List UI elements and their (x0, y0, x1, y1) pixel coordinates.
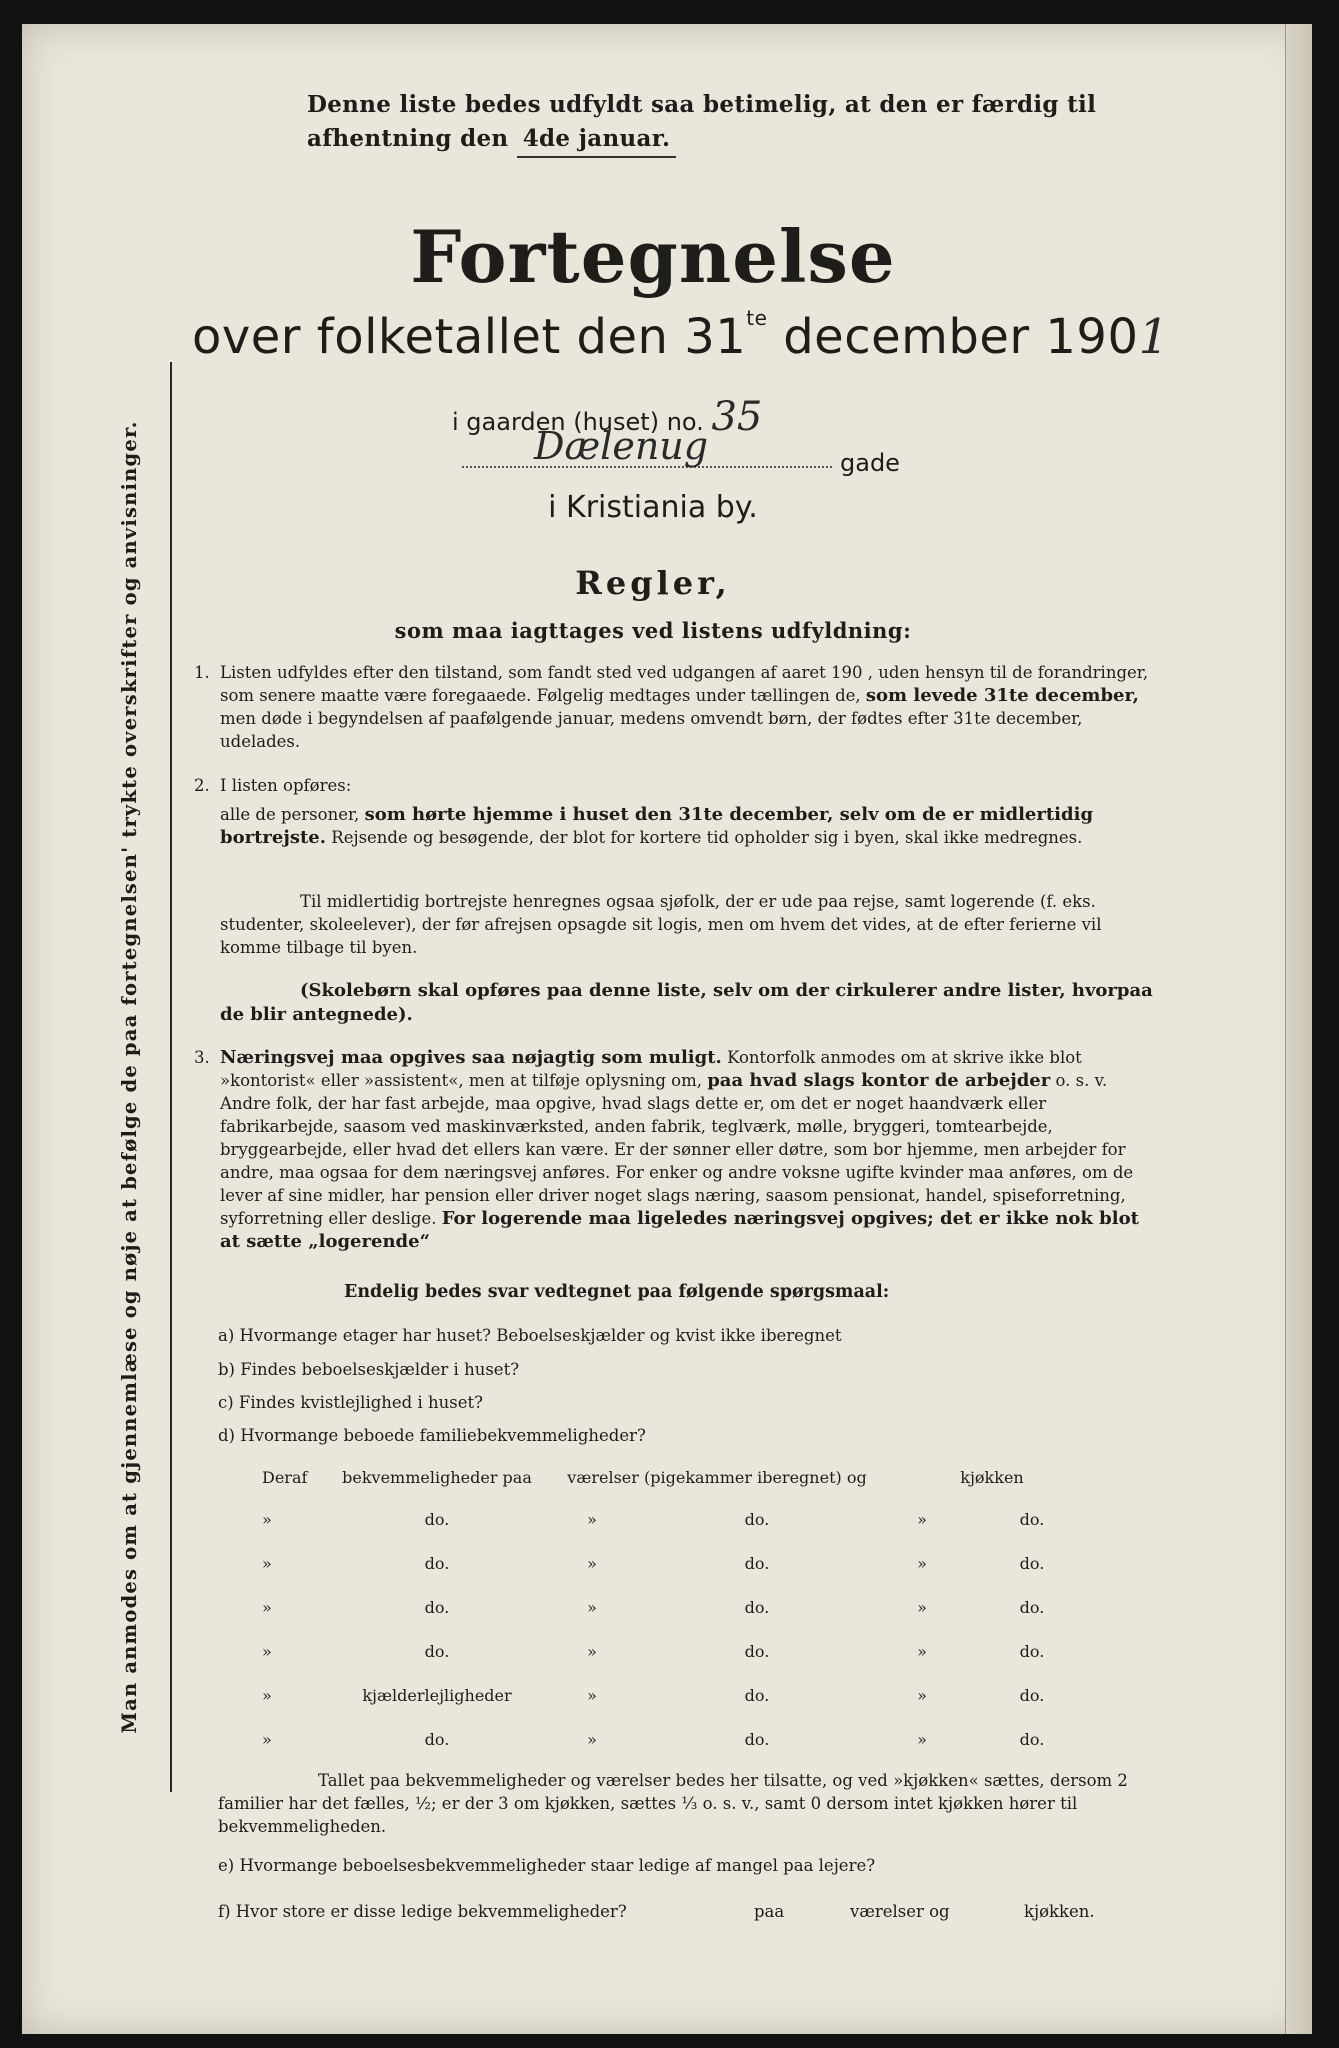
table-cell: do. (424, 1554, 450, 1573)
table-cell: do. (1019, 1730, 1045, 1749)
street-name-handwritten: Dælenug (534, 424, 709, 468)
question-e: e) Hvormange beboelsesbekvemmeligheder staar ledige af mangel paa lejere? (218, 1856, 876, 1875)
form-subtitle (192, 306, 1170, 365)
rule-1-part-b: som levede 31te december, (865, 685, 1139, 706)
form-title: Fortegnelse (410, 214, 896, 299)
table-cell: do. (744, 1686, 770, 1705)
table-cell: do. (424, 1730, 450, 1749)
pickup-date: 4de januar. (517, 122, 677, 158)
rule-1-number: 1. (194, 663, 210, 682)
dwelling-breakdown-table (262, 1468, 1102, 1512)
table-cell: » (587, 1598, 597, 1617)
table-cell: do. (744, 1642, 770, 1661)
question-a: a) Hvormange etager har huset? Beboelseskjælder og kvist ikke iberegnet (218, 1326, 842, 1345)
table-row (262, 1730, 1102, 1774)
question-f-kjokken: kjøkken. (1024, 1902, 1095, 1921)
table-row (262, 1554, 1102, 1598)
rule-3-part-e: For logerende maa ligeledes næringsvej opgives; det er ikke nok blot at sætte „logerende“ (220, 1208, 1139, 1252)
table-cell: » (917, 1554, 927, 1573)
side-note-container (118, 362, 178, 1792)
rule-2-seamen: Til midlertidig bortrejste henregnes ogsaa sjøfolk, der er ude paa rejse, samt logerende (f. eks. studenter, skoleelever), der før afrejsen opsagde sit logis, men om hvem det vides, at de efter ferierne vil komme tilbage til byen. (220, 892, 1102, 957)
subtitle-prefix: over folketallet den 31 (192, 309, 747, 365)
table-cell: » (262, 1510, 272, 1529)
table-cell: do. (744, 1730, 770, 1749)
handwritten-year: 1 (1138, 309, 1170, 365)
rules-subheading: som maa iagttages ved listens udfyldning: (394, 618, 912, 643)
table-cell: » (917, 1598, 927, 1617)
table-cell: » (587, 1686, 597, 1705)
table-row (262, 1510, 1102, 1554)
notice-line-2 (307, 122, 1167, 158)
table-cell: do. (424, 1510, 450, 1529)
notice-line-1: Denne liste bedes udfyldt saa betimelig, at den er færdig til (307, 91, 1097, 118)
rule-2-text (220, 803, 1154, 849)
table-note: Tallet paa bekvemmeligheder og værelser bedes her tilsatte, og ved »kjøkken« sættes, dersom 2 familier har det fælles, ½; er der 3 om kjøkken, sættes ⅓ o. s. v., samt 0 dersom intet kjøkken hører til bekvemmeligheden. (218, 1771, 1128, 1836)
table-cell: » (587, 1510, 597, 1529)
table-header-bekvemmeligheder: bekvemmeligheder paa (342, 1468, 532, 1487)
table-cell: » (917, 1642, 927, 1661)
table-cell: » (262, 1598, 272, 1617)
rule-1-text (220, 661, 1154, 753)
pickup-notice (307, 88, 1167, 158)
rule-2-part-b: som hørte hjemme i huset den 31te december, selv om de er midlertidig bortrejste. (220, 804, 1094, 848)
table-cell: » (587, 1730, 597, 1749)
question-f: f) Hvor store er disse ledige bekvemmeligheder? (218, 1902, 627, 1921)
rule-2-part-a: alle de personer, (220, 805, 360, 824)
table-cell: » (262, 1686, 272, 1705)
table-cell: » (917, 1686, 927, 1705)
street-suffix: gade (840, 449, 900, 477)
rule-3-part-c: paa hvad slags kontor de arbejder (707, 1070, 1051, 1091)
table-cell: » (587, 1642, 597, 1661)
table-header-kjokken: kjøkken (960, 1468, 1024, 1487)
table-header-row (262, 1468, 1102, 1512)
city-line: i Kristiania by. (548, 490, 758, 525)
rule-3-part-b: Kontorfolk anmodes om at skrive ikke blot »kontorist« eller »assistent«, men at tilføje oplysning om, (220, 1048, 1082, 1090)
subtitle-suffix: december 190 (767, 309, 1139, 365)
table-cell: do. (744, 1598, 770, 1617)
table-cell: do. (1019, 1554, 1045, 1573)
side-note: Man anmodes om at gjennemlæse og nøje at befølge de paa fortegnelsen' trykte overskrifter og anvisninger. (118, 420, 141, 1734)
table-cell: do. (424, 1598, 450, 1617)
table-cell: » (917, 1730, 927, 1749)
rule-2-schoolchildren: (Skolebørn skal opføres paa denne liste, selv om der cirkulerer andre lister, hvorpaa de blir antegnede). (220, 980, 1153, 1025)
rule-2-number: 2. (194, 776, 210, 795)
rule-3-part-d: o. s. v. Andre folk, der har fast arbejde, maa opgive, hvad slags dette er, om det er noget haandværk eller fabrikarbejde, saasom ved maskinværksted, anden fabrik, teglværk, mølle, bryggeri, tomtearbejde, bryggearbejde, eller hvad det ellers kan være. Er der sønner eller døtre, som bor hjemme, men arbejder for andre, maa ogsaa for dem næringsvej anføres. For enker og andre voksne ugifte kvinder maa anføres, om de lever af sine midler, har pension eller driver noget slags næring, saasom pensionat, handel, spiseforretning, syforretning eller deslige. (220, 1071, 1134, 1228)
dwelling-rows (262, 1510, 1102, 1774)
question-c: c) Findes kvistlejlighed i huset? (218, 1393, 483, 1412)
table-cell: » (262, 1730, 272, 1749)
table-row (262, 1598, 1102, 1642)
table-row (262, 1642, 1102, 1686)
rule-1-part-c: men døde i begyndelsen af paafølgende januar, medens omvendt børn, der fødtes efter 31te december, udelades. (220, 709, 1083, 751)
table-header-deraf: Deraf (262, 1468, 308, 1487)
table-cell: do. (1019, 1598, 1045, 1617)
table-header-vaerelser: værelser (pigekammer iberegnet) og (567, 1468, 867, 1487)
dwelling-rows-table (262, 1510, 1102, 1774)
table-cell: » (587, 1554, 597, 1573)
house-label: i gaarden (huset) no. (452, 408, 704, 436)
table-cell: » (262, 1554, 272, 1573)
rule-3-text (220, 1046, 1154, 1253)
rule-3-part-a: Næringsvej maa opgives saa nøjagtig som muligt. (220, 1047, 722, 1068)
table-cell: » (262, 1642, 272, 1661)
table-cell: kjælderlejligheder (362, 1686, 512, 1705)
table-cell: do. (424, 1642, 450, 1661)
rules-heading: Regler, (575, 564, 731, 602)
notice-line-2-prefix: afhentning den (307, 125, 509, 152)
question-f-vaerelser: værelser og (850, 1902, 950, 1921)
table-cell: » (917, 1510, 927, 1529)
table-cell: do. (1019, 1686, 1045, 1705)
census-form-page (22, 24, 1312, 2034)
table-cell: do. (1019, 1510, 1045, 1529)
table-cell: do. (744, 1554, 770, 1573)
rule-1-part-a: Listen udfyldes efter den tilstand, som fandt sted ved udgangen af aaret 190 , uden hensyn til de forandringer, som senere maatte være foregaaede. Følgelig medtages under tællingen de, (220, 663, 1149, 705)
table-cell: do. (744, 1510, 770, 1529)
house-number: 35 (711, 394, 763, 440)
question-b: b) Findes beboelseskjælder i huset? (218, 1360, 520, 1379)
question-d: d) Hvormange beboede familiebekvemmeligheder? (218, 1426, 646, 1445)
rule-2-intro: I listen opføres: (220, 776, 352, 795)
table-cell: do. (1019, 1642, 1045, 1661)
table-row (262, 1686, 1102, 1730)
rule-2-part-c: Rejsende og besøgende, der blot for kortere tid opholder sig i byen, skal ikke medregnes. (331, 828, 1083, 847)
question-f-paa: paa (754, 1902, 785, 1921)
questions-intro: Endelig bedes svar vedtegnet paa følgende spørgsmaal: (344, 1282, 890, 1302)
rule-3-number: 3. (194, 1048, 210, 1067)
subtitle-sup: te (746, 306, 768, 330)
